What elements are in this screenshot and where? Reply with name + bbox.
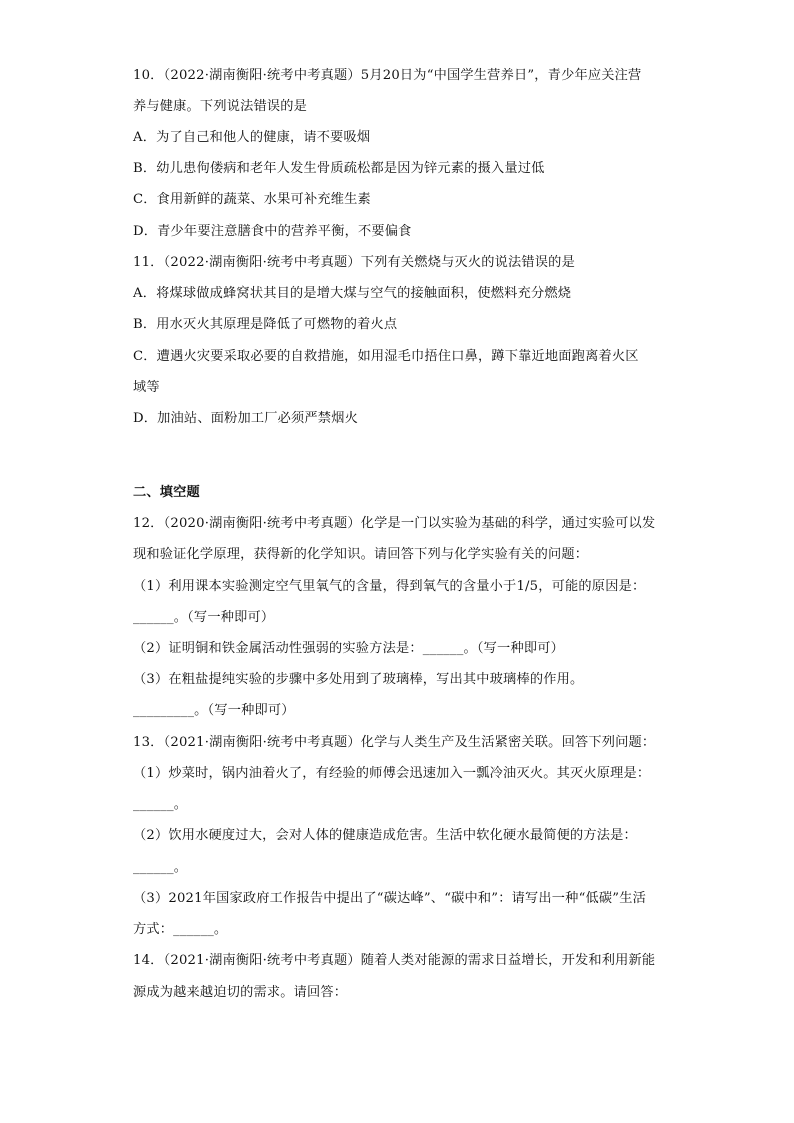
q10-option-d: D．青少年要注意膳食中的营养平衡，不要偏食 xyxy=(133,224,412,239)
q12-stem-line1: 12．（2020·湖南衡阳·统考中考真题）化学是一门以实验为基础的科学，通过实验可以发 xyxy=(133,516,656,531)
q11-option-a: A．将煤球做成蜂窝状其目的是增大煤与空气的接触面积，使燃料充分燃烧 xyxy=(133,286,572,301)
q12-part3-line2: _________。（写一种即可） xyxy=(133,703,295,718)
q10-option-c: C．食用新鲜的蔬菜、水果可补充维生素 xyxy=(133,192,371,207)
q10-option-b: B．幼儿患佝偻病和老年人发生骨质疏松都是因为锌元素的摄入量过低 xyxy=(133,161,545,176)
section-heading: 二、填空题 xyxy=(133,485,200,500)
q10-option-a: A．为了自己和他人的健康，请不要吸烟 xyxy=(133,130,371,145)
q11-option-b: B．用水灭火其原理是降低了可燃物的着火点 xyxy=(133,317,398,332)
q13-part3-line2: 方式：______。 xyxy=(133,922,228,937)
q13-part1-line2: ______。 xyxy=(133,797,188,812)
q11-option-c-line1: C．遭遇火灾要采取必要的自救措施，如用湿毛巾捂住口鼻，蹲下靠近地面跑离着火区 xyxy=(133,349,639,364)
q14-stem-line2: 源成为越来越迫切的需求。请回答： xyxy=(133,985,348,1000)
q13-part1-line1: （1）炒菜时，锅内油着火了，有经验的师傅会迅速加入一瓢冷油灭火。其灭火原理是： xyxy=(133,766,651,781)
q12-part3-line1: （3）在粗盐提纯实验的步骤中多处用到了玻璃棒，写出其中玻璃棒的作用。 xyxy=(133,672,584,687)
q12-part1-line2: ______。（写一种即可） xyxy=(133,610,275,625)
q12-part2: （2）证明铜和铁金属活动性强弱的实验方法是：______。（写一种即可） xyxy=(133,641,564,656)
q13-stem: 13．（2021·湖南衡阳·统考中考真题）化学与人类生产及生活紧密关联。回答下列问题： xyxy=(133,735,656,750)
q14-stem-line1: 14．（2021·湖南衡阳·统考中考真题）随着人类对能源的需求日益增长，开发和利用新能 xyxy=(133,953,656,968)
q11-option-c-line2: 域等 xyxy=(133,380,160,395)
q13-part2-line2: ______。 xyxy=(133,860,188,875)
q11-stem: 11．（2022·湖南衡阳·统考中考真题）下列有关燃烧与灭火的说法错误的是 xyxy=(133,255,575,270)
q10-stem-line1: 10．（2022·湖南衡阳·统考中考真题）5月20日为“中国学生营养日”，青少年应关注营 xyxy=(133,68,642,83)
q12-stem-line2: 现和验证化学原理，获得新的化学知识。请回答下列与化学实验有关的问题： xyxy=(133,547,589,562)
q13-part2-line1: （2）饮用水硬度过大，会对人体的健康造成危害。生活中软化硬水最简便的方法是： xyxy=(133,828,637,843)
q13-part3-line1: （3）2021年国家政府工作报告中提出了“碳达峰”、“碳中和”：请写出一种“低碳”生活 xyxy=(133,891,646,906)
q10-stem-line2: 养与健康。下列说法错误的是 xyxy=(133,99,308,114)
q11-option-d: D．加油站、面粉加工厂必须严禁烟火 xyxy=(133,411,358,426)
q12-part1-line1: （1）利用课本实验测定空气里氧气的含量，得到氧气的含量小于1/5，可能的原因是： xyxy=(133,579,646,594)
